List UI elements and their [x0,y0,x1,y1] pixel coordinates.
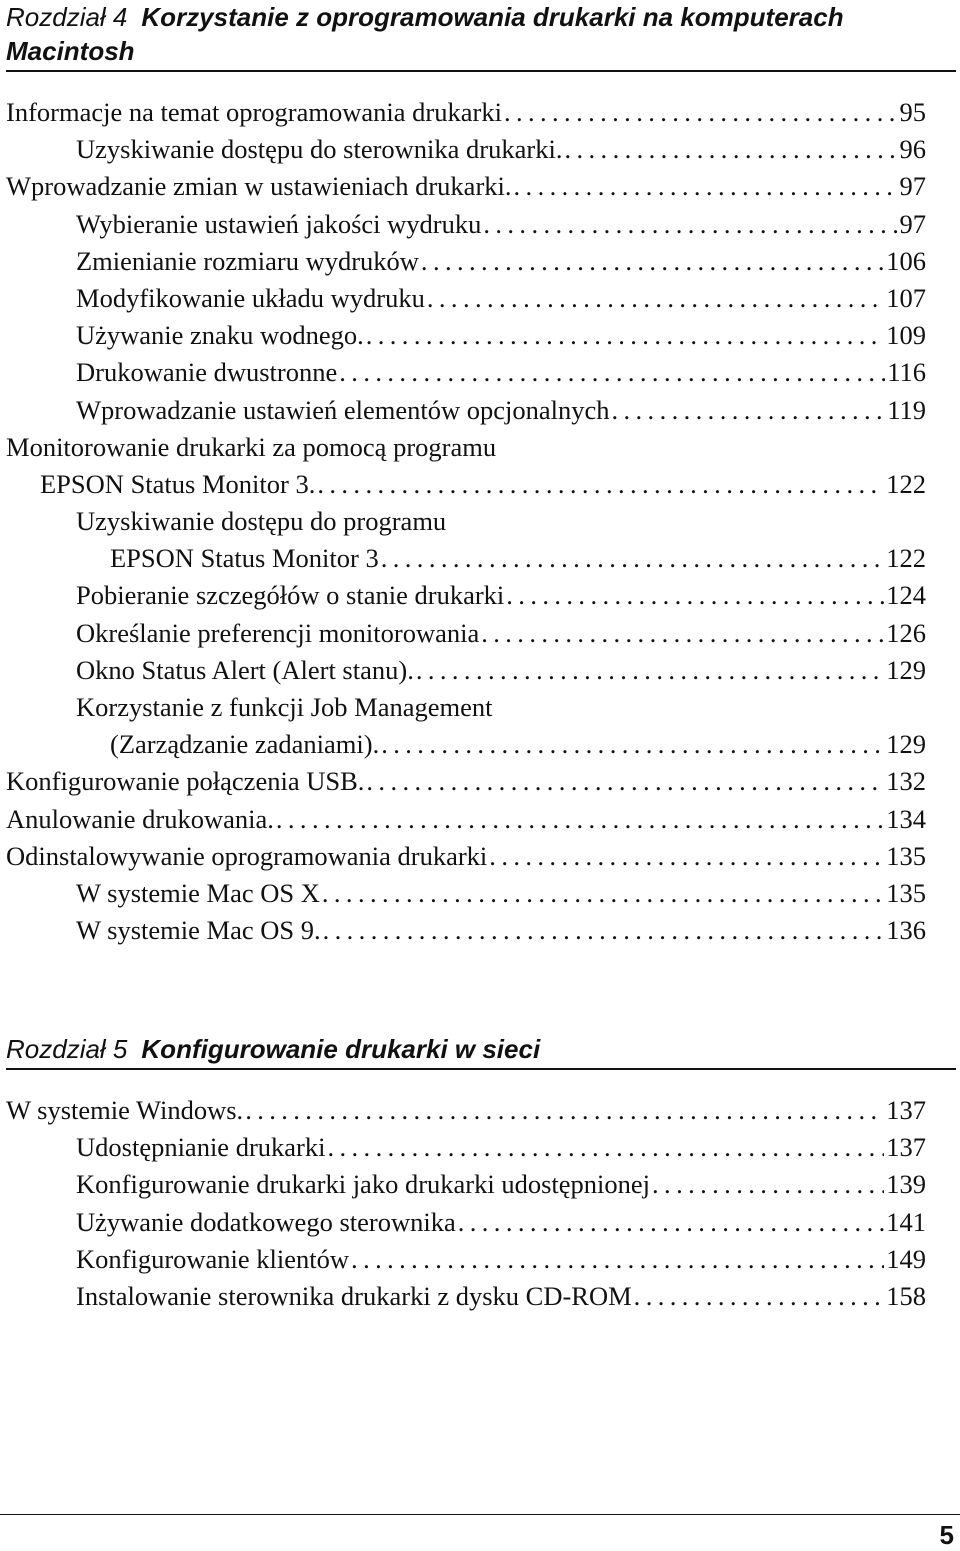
dot-leader [366,317,885,354]
toc-entry-page: 107 [886,282,926,313]
dot-leader [245,1092,884,1129]
chapter-5-toc [6,1092,926,1315]
toc-entry-page: 132 [886,766,926,797]
dot-leader [366,763,884,800]
dot-leader [351,1241,884,1278]
toc-entry-first-line[interactable] [6,503,926,540]
toc-entry-page: 126 [886,617,926,648]
dot-leader [652,1166,884,1203]
toc-entry-page: 97 [899,171,926,202]
dot-leader [416,652,884,689]
toc-entry[interactable] [6,615,926,652]
toc-entry[interactable] [6,168,926,205]
toc-entry-continuation[interactable] [6,726,926,763]
dot-leader [489,838,884,875]
toc-entry-text-continued: EPSON Status Monitor 3. [40,468,316,499]
chapter-4-heading [6,0,956,72]
toc-entry[interactable] [6,94,926,131]
toc-entry[interactable] [6,577,926,614]
toc-entry[interactable] [6,1204,926,1241]
toc-entry[interactable] [6,280,926,317]
toc-entry[interactable] [6,392,926,429]
dot-leader [458,1204,885,1241]
chapter-4-title: Korzystanie z oprogramowania drukarki na komputerach Macintosh [6,2,844,66]
toc-entry-page: 122 [886,468,926,499]
dot-leader [317,466,884,503]
toc-entry[interactable] [6,1278,926,1315]
toc-entry-page: 97 [899,208,926,239]
toc-entry-text: Monitorowanie drukarki za pomocą programu [6,431,497,462]
toc-entry-text: Konfigurowanie połączenia USB. [6,766,365,797]
toc-entry-page: 137 [886,1095,926,1125]
toc-entry-page: 149 [886,1243,926,1274]
toc-entry-text: Udostępnianie drukarki [76,1132,326,1163]
dot-leader [504,94,898,131]
toc-entry[interactable] [6,1092,926,1129]
chapter-5-title: Konfigurowanie drukarki w sieci [141,1034,541,1064]
toc-entry-text: Używanie znaku wodnego. [76,320,364,351]
toc-entry[interactable] [6,838,926,875]
dot-leader [421,243,884,280]
toc-entry-text: Pobieranie szczegółów o stanie drukarki [76,580,505,611]
toc-entry-text: Instalowanie sterownika drukarki z dysku CD-ROM [76,1280,632,1311]
toc-entry-page: 136 [886,915,926,946]
toc-entry-text: Konfigurowanie klientów [76,1243,350,1274]
toc-entry[interactable] [6,131,926,168]
toc-entry-page: 129 [886,654,926,685]
dot-leader [323,912,885,949]
toc-entry[interactable] [6,206,926,243]
toc-entry-page: 122 [886,543,926,574]
toc-entry[interactable] [6,317,926,354]
toc-entry-text: Okno Status Alert (Alert stanu). [76,654,414,685]
toc-entry-text: Wprowadzanie zmian w ustawieniach drukarki. [6,171,512,202]
toc-entry-text: Uzyskiwanie dostępu do sterownika drukarki. [76,134,563,165]
toc-entry-text: Odinstalowywanie oprogramowania drukarki [6,840,488,871]
toc-entry-text: Anulowanie drukowania. [6,803,274,834]
toc-entry[interactable] [6,763,926,800]
chapter-5-number: Rozdział 5 [6,1034,128,1064]
toc-entry[interactable] [6,1166,926,1203]
toc-entry-first-line[interactable] [6,689,926,726]
page-number: 5 [939,1520,954,1550]
toc-entry-text: W systemie Windows. [6,1095,244,1125]
toc-entry-text: Drukowanie dwustronne [76,357,338,388]
toc-entry-page: 135 [886,840,926,871]
toc-entry-continuation[interactable] [6,540,926,577]
toc-entry-page: 129 [886,729,926,760]
dot-leader [381,726,884,763]
toc-entry-page: 124 [886,580,926,611]
dot-leader [611,392,885,429]
toc-entry[interactable] [6,1241,926,1278]
toc-entry[interactable] [6,875,926,912]
toc-entry-page: 141 [886,1206,926,1237]
toc-entry[interactable] [6,912,926,949]
toc-entry-text: Korzystanie z funkcji Job Management [76,692,493,722]
chapter-4-number: Rozdział 4 [6,2,128,32]
toc-entry-page: 134 [886,803,926,834]
toc-entry[interactable] [6,801,926,838]
toc-entry[interactable] [6,354,926,391]
toc-entry-page: 158 [886,1280,926,1311]
toc-entry[interactable] [6,652,926,689]
toc-entry-page: 116 [887,357,926,388]
toc-entry-page: 96 [899,134,926,165]
toc-entry-text: Używanie dodatkowego sterownika [76,1206,456,1237]
toc-entry-continuation[interactable] [6,466,926,503]
toc-entry-page: 137 [886,1132,926,1163]
toc-entry-text: W systemie Mac OS X [76,877,320,908]
dot-leader [276,801,884,838]
toc-entry-page: 106 [886,245,926,276]
dot-leader [483,206,897,243]
dot-leader [564,131,897,168]
toc-entry-text: Modyfikowanie układu wydruku [76,282,425,313]
toc-entry-text: Określanie preferencji monitorowania [76,617,480,648]
chapter-4-section [6,0,956,949]
dot-leader [634,1278,885,1315]
toc-entry[interactable] [6,243,926,280]
toc-entry-page: 95 [899,97,926,127]
toc-entry-text: Wybieranie ustawień jakości wydruku [76,208,482,239]
toc-entry-text: Uzyskiwanie dostępu do programu [76,506,447,537]
chapter-4-toc [6,94,926,949]
toc-entry-page: 135 [886,877,926,908]
chapter-5-heading [6,1032,956,1070]
toc-entry-text: Wprowadzanie ustawień elementów opcjonalnych [76,394,610,425]
toc-entry-first-line[interactable] [6,429,926,466]
toc-entry[interactable] [6,1129,926,1166]
dot-leader [514,168,898,205]
toc-entry-page: 119 [887,394,926,425]
dot-leader [427,280,884,317]
dot-leader [327,1129,884,1166]
dot-leader [339,354,885,391]
toc-entry-page: 109 [886,320,926,351]
toc-entry-text: Konfigurowanie drukarki jako drukarki udostępnionej [76,1169,651,1200]
dot-leader [322,875,884,912]
chapter-5-section [6,1032,956,1315]
footer-rule [0,1514,960,1515]
toc-entry-text: Informacje na temat oprogramowania drukarki [6,97,502,127]
toc-entry-text: Zmienianie rozmiaru wydruków [76,245,419,276]
toc-entry-text: W systemie Mac OS 9. [76,915,321,946]
dot-leader [506,577,884,614]
dot-leader [381,540,885,577]
toc-entry-text-continued: EPSON Status Monitor 3 [110,543,379,574]
toc-entry-page: 139 [886,1169,926,1200]
toc-entry-text-continued: (Zarządzanie zadaniami). [110,729,380,760]
dot-leader [481,615,884,652]
